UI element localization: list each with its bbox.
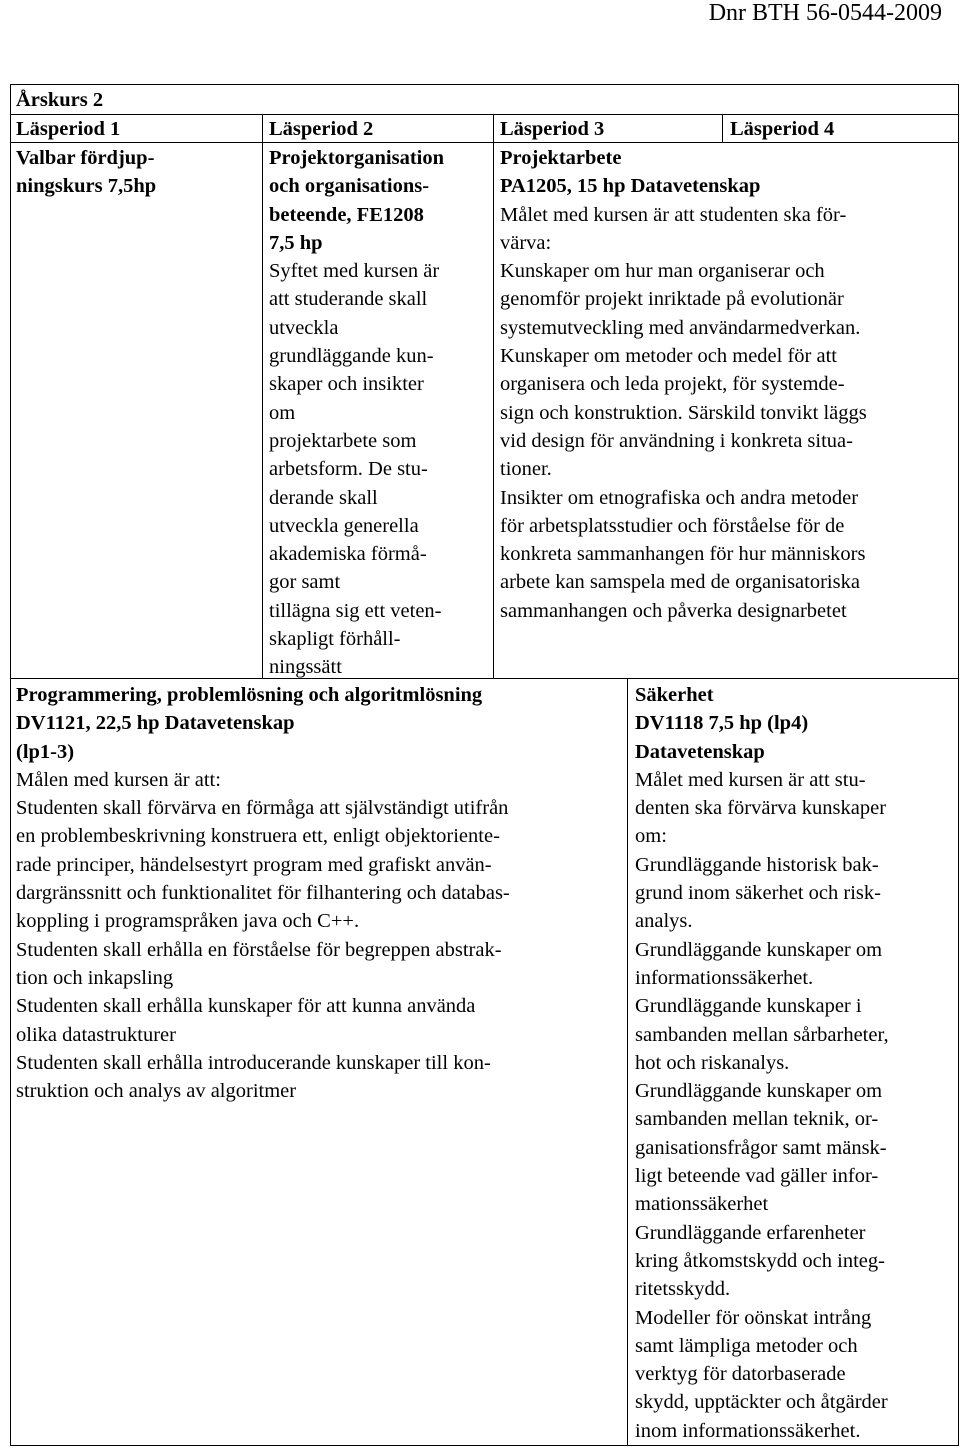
course-text-line: hot och riskanalys. [635, 1051, 790, 1074]
course-text-line: kring åtkomstskydd och integ- [635, 1249, 885, 1272]
course-text-line: sambanden mellan teknik, or- [635, 1108, 879, 1131]
project-organisation-cell [269, 144, 491, 682]
course-text-line: Studenten skall erhålla kunskaper för att kunna använda [16, 995, 476, 1018]
table-border-right [958, 84, 959, 1446]
course-text-line: utveckla generella [269, 514, 419, 537]
course-text-line: akademiska förmå- [269, 543, 427, 566]
table-border-top [10, 84, 959, 85]
course-title-line: ningskurs 7,5hp [16, 175, 157, 198]
course-text-line: Modeller för oönskat intrång [635, 1306, 872, 1329]
table-border-bottom [10, 1445, 959, 1446]
course-text-line: om [269, 401, 296, 424]
project-work-cell [500, 144, 955, 625]
year-heading: Årskurs 2 [16, 89, 104, 111]
course-text-line: ritetsskydd. [635, 1278, 731, 1301]
course-text-line: för arbetsplatsstudier och förståelse för de [500, 514, 845, 537]
course-text-line: grund inom säkerhet och risk- [635, 882, 881, 905]
course-text-line: värva: [500, 231, 552, 254]
course-text-line: Insikter om etnografiska och andra metoder [500, 486, 859, 509]
course-text-line: Målet med kursen är att studenten ska för- [500, 203, 847, 226]
course-text-line: tillägna sig ett veten- [269, 599, 442, 622]
course-text-line: Kunskaper om metoder och medel för att [500, 345, 837, 368]
table-col-rule [493, 114, 494, 679]
table-col-rule [722, 114, 723, 143]
course-text-line: struktion och analys av algoritmer [16, 1080, 297, 1103]
document-reference: Dnr BTH 56-0544-2009 [708, 0, 942, 26]
course-text-line: grundläggande kun- [269, 345, 434, 368]
course-text-line: olika datastrukturer [16, 1023, 176, 1046]
course-text-line: organisera och leda projekt, för systemde- [500, 373, 845, 396]
course-text-line: Grundläggande kunskaper om [635, 938, 883, 961]
course-text-line: att studerande skall [269, 288, 428, 311]
course-text-line: analys. [635, 910, 693, 933]
course-title-line: DV1118 7,5 hp (lp4) [635, 712, 809, 735]
course-title-line: beteende, FE1208 [269, 203, 424, 226]
course-title-line: PA1205, 15 hp Datavetenskap [500, 175, 761, 198]
course-title-line: Programmering, problemlösning och algoritmlösning [16, 684, 483, 706]
course-text-line: koppling i programspråken java och C++. [16, 910, 360, 933]
course-text-line: Grundläggande erfarenheter [635, 1221, 866, 1244]
course-text-line: genomför projekt inriktade på evolutionär [500, 288, 844, 311]
course-text-line: verktyg för datorbaserade [635, 1363, 846, 1386]
period-header-1: Läsperiod 1 [16, 118, 121, 140]
course-text-line: mationssäkerhet [635, 1193, 769, 1216]
course-text-line: tioner. [500, 458, 552, 481]
course-text-line: Grundläggande kunskaper om [635, 1080, 883, 1103]
course-text-line: Syftet med kursen är [269, 260, 440, 283]
course-text-line: informationssäkerhet. [635, 966, 814, 989]
course-title-line: och organisations- [269, 175, 430, 198]
course-text-line: utveckla [269, 316, 339, 339]
course-text-line: projektarbete som [269, 429, 417, 452]
course-text-line: samt lämpliga metoder och [635, 1334, 858, 1357]
course-title-line: Säkerhet [635, 684, 714, 706]
course-text-line: ningssätt [269, 656, 342, 679]
course-text-line: arbetsform. De stu- [269, 458, 428, 481]
course-title-line: 7,5 hp [269, 231, 323, 254]
course-text-line: om: [635, 825, 667, 848]
course-text-line: skydd, upptäckter och åtgärder [635, 1391, 888, 1414]
course-text-line: derande skall [269, 486, 378, 509]
course-text-line: rade principer, händelsestyrt program med grafiskt använ- [16, 853, 492, 876]
course-title-line: DV1121, 22,5 hp Datavetenskap [16, 712, 295, 735]
course-text-line: gor samt [269, 571, 341, 594]
course-text-line: Grundläggande historisk bak- [635, 853, 879, 876]
course-text-line: sambanden mellan sårbarheter, [635, 1023, 889, 1046]
course-text-line: vid design för användning i konkreta situa- [500, 429, 853, 452]
course-text-line: ligt beteende vad gäller infor- [635, 1165, 879, 1188]
programming-course-cell [16, 681, 621, 1105]
course-title-line: Projektorganisation [269, 147, 445, 169]
course-text-line: ganisationsfrågor samt mänsk- [635, 1136, 887, 1159]
course-text-line: Kunskaper om hur man organiserar och [500, 260, 825, 283]
course-title-line: (lp1-3) [16, 740, 75, 763]
period-header-2: Läsperiod 2 [269, 118, 374, 140]
table-col-rule [627, 678, 628, 1446]
course-text-line: tion och inkapsling [16, 966, 174, 989]
course-text-line: Målen med kursen är att: [16, 768, 221, 791]
course-text-line: skaper och insikter [269, 373, 424, 396]
table-col-rule [262, 114, 263, 679]
course-text-line: systemutveckling med användarmedverkan. [500, 316, 861, 339]
course-text-line: denten ska förvärva kunskaper [635, 797, 887, 820]
course-text-line: sammanhangen och påverka designarbetet [500, 599, 847, 622]
course-text-line: konkreta sammanhangen för hur människors [500, 543, 866, 566]
table-border-left [10, 84, 11, 1446]
period-header-3: Läsperiod 3 [500, 118, 605, 140]
course-text-line: Studenten skall förvärva en förmåga att självständigt utifrån [16, 797, 509, 820]
course-text-line: Studenten skall erhålla introducerande kunskaper till kon- [16, 1051, 491, 1074]
course-text-line: inom informationssäkerhet. [635, 1419, 861, 1442]
course-text-line: arbete kan samspela med de organisatoriska [500, 571, 860, 594]
course-text-line: Studenten skall erhålla en förståelse för begreppen abstrak- [16, 938, 502, 961]
course-text-line: en problembeskrivning konstruera ett, enligt objektoriente- [16, 825, 500, 848]
elective-course-cell [16, 144, 256, 201]
course-text-line: Målet med kursen är att stu- [635, 768, 866, 791]
course-text-line: Grundläggande kunskaper i [635, 995, 862, 1018]
course-text-line: skapligt förhåll- [269, 628, 401, 651]
course-text-line: dargränssnitt och funktionalitet för filhantering och databas- [16, 882, 510, 905]
course-text-line: sign och konstruktion. Särskild tonvikt läggs [500, 401, 867, 424]
course-title-line: Valbar fördjup- [16, 147, 155, 169]
security-course-cell [635, 681, 955, 1445]
course-title-line: Datavetenskap [635, 740, 765, 763]
period-header-4: Läsperiod 4 [730, 118, 835, 140]
course-title-line: Projektarbete [500, 147, 622, 169]
